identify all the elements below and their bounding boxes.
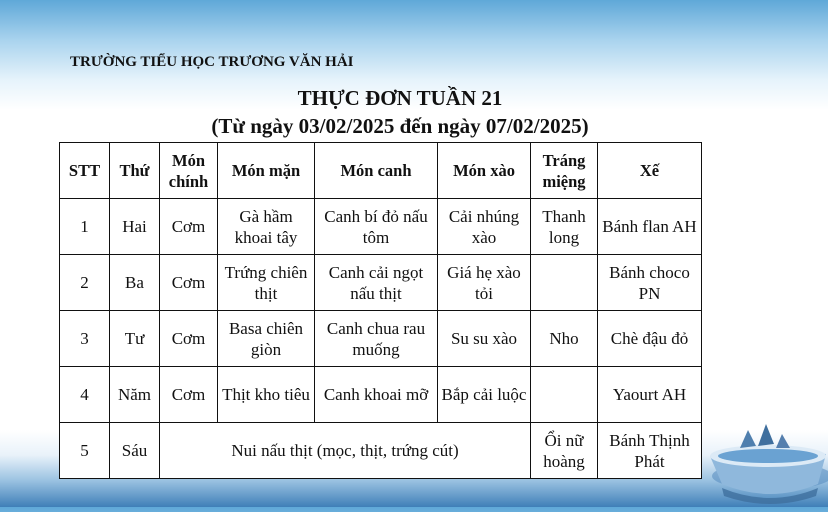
cell-merged-meal: Nui nấu thịt (mọc, thịt, trứng cút) — [160, 423, 531, 479]
cell-mon-chinh: Cơm — [160, 255, 218, 311]
cell-mon-chinh: Cơm — [160, 311, 218, 367]
cell-mon-xao: Cải nhúng xào — [438, 199, 531, 255]
cell-xe: Bánh choco PN — [598, 255, 702, 311]
cell-thu: Sáu — [110, 423, 160, 479]
table-row — [60, 255, 702, 311]
cell-mon-man: Gà hầm khoai tây — [218, 199, 315, 255]
cell-trang-mieng — [531, 255, 598, 311]
cell-xe: Bánh Thịnh Phát — [598, 423, 702, 479]
cell-trang-mieng: Thanh long — [531, 199, 598, 255]
cell-stt: 3 — [60, 311, 110, 367]
table-row — [60, 199, 702, 255]
cell-mon-canh: Canh chua rau muống — [315, 311, 438, 367]
cell-stt: 2 — [60, 255, 110, 311]
table-header-row — [60, 143, 702, 199]
cell-mon-canh: Canh khoai mỡ — [315, 367, 438, 423]
cell-thu: Năm — [110, 367, 160, 423]
table-row — [60, 311, 702, 367]
menu-table — [59, 142, 702, 479]
cell-thu: Hai — [110, 199, 160, 255]
column-header-xe: Xế — [598, 143, 702, 199]
table-row — [60, 367, 702, 423]
cell-mon-xao: Giá hẹ xào tỏi — [438, 255, 531, 311]
column-header-mon-xao: Món xào — [438, 143, 531, 199]
cell-trang-mieng: Nho — [531, 311, 598, 367]
cell-trang-mieng — [531, 367, 598, 423]
column-header-mon-man: Món mặn — [218, 143, 315, 199]
cell-stt: 5 — [60, 423, 110, 479]
cell-mon-canh: Canh bí đỏ nấu tôm — [315, 199, 438, 255]
cell-mon-chinh: Cơm — [160, 199, 218, 255]
cell-xe: Bánh flan AH — [598, 199, 702, 255]
cell-xe: Yaourt AH — [598, 367, 702, 423]
cell-mon-canh: Canh cải ngọt nấu thịt — [315, 255, 438, 311]
decorative-bowl-image — [700, 418, 828, 507]
column-header-mon-chinh: Món chính — [160, 143, 218, 199]
school-name: TRƯỜNG TIỂU HỌC TRƯƠNG VĂN HẢI — [70, 54, 354, 70]
cell-mon-man: Basa chiên giòn — [218, 311, 315, 367]
column-header-trang-mieng: Tráng miệng — [531, 143, 598, 199]
column-header-stt: STT — [60, 143, 110, 199]
cell-stt: 1 — [60, 199, 110, 255]
cell-xe: Chè đậu đỏ — [598, 311, 702, 367]
cell-trang-mieng: Ổi nữ hoàng — [531, 423, 598, 479]
table-row — [60, 423, 702, 479]
bowl-icon — [700, 418, 828, 507]
cell-mon-man: Trứng chiên thịt — [218, 255, 315, 311]
page-title: THỰC ĐƠN TUẦN 21 — [297, 86, 503, 110]
cell-thu: Ba — [110, 255, 160, 311]
cell-mon-xao: Bắp cải luộc — [438, 367, 531, 423]
column-header-mon-canh: Món canh — [315, 143, 438, 199]
cell-mon-chinh: Cơm — [160, 367, 218, 423]
cell-thu: Tư — [110, 311, 160, 367]
cell-mon-xao: Su su xào — [438, 311, 531, 367]
page-subtitle: (Từ ngày 03/02/2025 đến ngày 07/02/2025) — [211, 114, 589, 138]
cell-mon-man: Thịt kho tiêu — [218, 367, 315, 423]
column-header-thu: Thứ — [110, 143, 160, 199]
cell-stt: 4 — [60, 367, 110, 423]
